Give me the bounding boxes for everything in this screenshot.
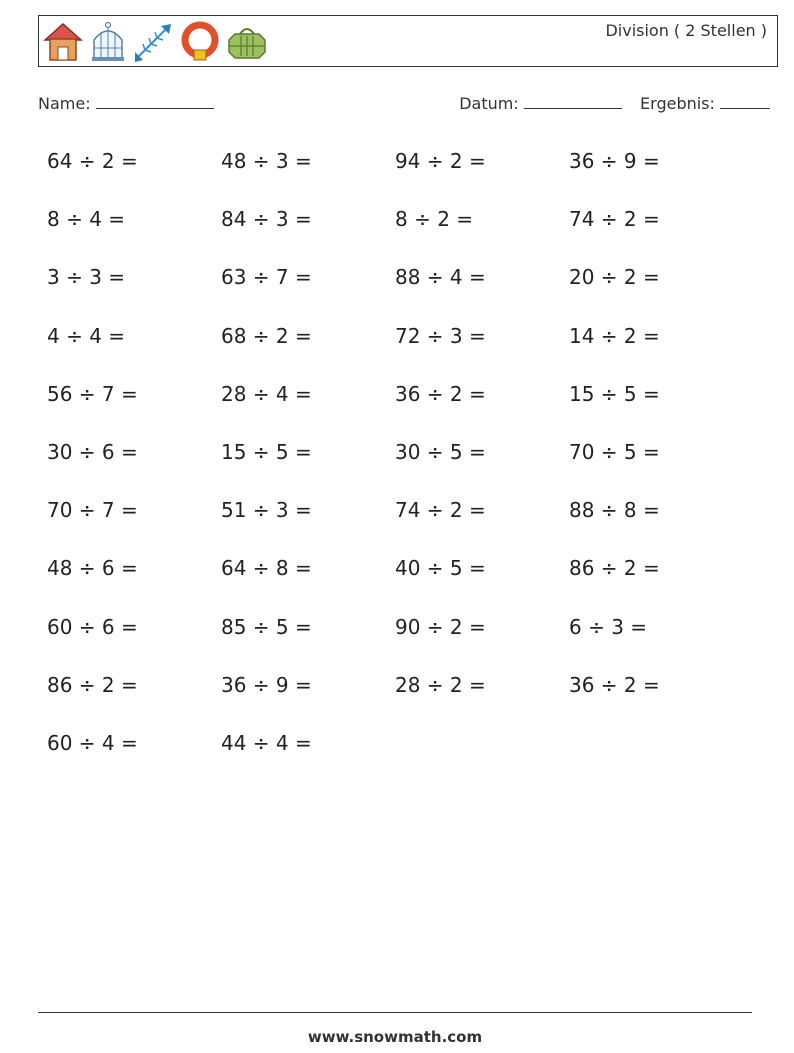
name-field <box>38 92 214 113</box>
problem: 84 ÷ 3 = <box>221 207 312 232</box>
worksheet-header <box>38 15 778 67</box>
date-score-fields <box>459 92 770 113</box>
problem: 86 ÷ 2 = <box>47 672 138 697</box>
problem: 4 ÷ 4 = <box>47 323 126 348</box>
lifebuoy-icon <box>179 20 221 64</box>
problem: 90 ÷ 2 = <box>395 614 486 639</box>
problem: 64 ÷ 8 = <box>221 556 312 581</box>
footer-divider <box>38 1012 752 1013</box>
problem: 44 ÷ 4 = <box>221 730 312 755</box>
problem: 85 ÷ 5 = <box>221 614 312 639</box>
problem: 30 ÷ 5 = <box>395 439 486 464</box>
problem: 70 ÷ 7 = <box>47 498 138 523</box>
birdcage-icon <box>89 20 127 64</box>
problem: 68 ÷ 2 = <box>221 323 312 348</box>
footer-url[interactable]: www.snowmath.com <box>307 1028 483 1046</box>
problem: 48 ÷ 6 = <box>47 556 138 581</box>
problem: 88 ÷ 4 = <box>395 265 486 290</box>
problem: 8 ÷ 2 = <box>395 207 474 232</box>
problem: 28 ÷ 4 = <box>221 381 312 406</box>
basket-icon <box>225 20 269 64</box>
problem-grid <box>47 148 767 788</box>
fishbone-icon <box>131 20 175 64</box>
date-blank[interactable] <box>524 92 622 109</box>
problem: 60 ÷ 6 = <box>47 614 138 639</box>
problem: 36 ÷ 9 = <box>221 672 312 697</box>
name-label: Name: <box>38 94 91 113</box>
problem: 48 ÷ 3 = <box>221 149 312 173</box>
problem: 28 ÷ 2 = <box>395 672 486 697</box>
problem: 6 ÷ 3 = <box>569 614 648 639</box>
score-blank[interactable] <box>720 92 770 109</box>
problem: 74 ÷ 2 = <box>395 498 486 523</box>
problem: 64 ÷ 2 = <box>47 149 138 173</box>
house-icon <box>41 20 85 64</box>
worksheet-title: Division ( 2 Stellen ) <box>605 21 767 40</box>
problem: 20 ÷ 2 = <box>569 265 660 290</box>
problem: 36 ÷ 9 = <box>569 149 660 173</box>
problem: 36 ÷ 2 = <box>569 672 660 697</box>
score-label: Ergebnis: <box>640 94 715 113</box>
problem: 15 ÷ 5 = <box>569 381 660 406</box>
problem: 36 ÷ 2 = <box>395 381 486 406</box>
problem: 63 ÷ 7 = <box>221 265 312 290</box>
problem: 14 ÷ 2 = <box>569 323 660 348</box>
problem: 15 ÷ 5 = <box>221 439 312 464</box>
header-icons <box>41 20 269 64</box>
date-label: Datum: <box>459 94 519 113</box>
problem: 86 ÷ 2 = <box>569 556 660 581</box>
problem: 51 ÷ 3 = <box>221 498 312 523</box>
problem: 40 ÷ 5 = <box>395 556 486 581</box>
problem: 70 ÷ 5 = <box>569 439 660 464</box>
name-blank[interactable] <box>96 92 214 109</box>
problem: 60 ÷ 4 = <box>47 730 138 755</box>
problem: 88 ÷ 8 = <box>569 498 660 523</box>
problem: 72 ÷ 3 = <box>395 323 486 348</box>
problem: 3 ÷ 3 = <box>47 265 126 290</box>
problem: 30 ÷ 6 = <box>47 439 138 464</box>
problem: 74 ÷ 2 = <box>569 207 660 232</box>
problem: 56 ÷ 7 = <box>47 381 138 406</box>
problem: 94 ÷ 2 = <box>395 149 486 173</box>
problem: 8 ÷ 4 = <box>47 207 126 232</box>
